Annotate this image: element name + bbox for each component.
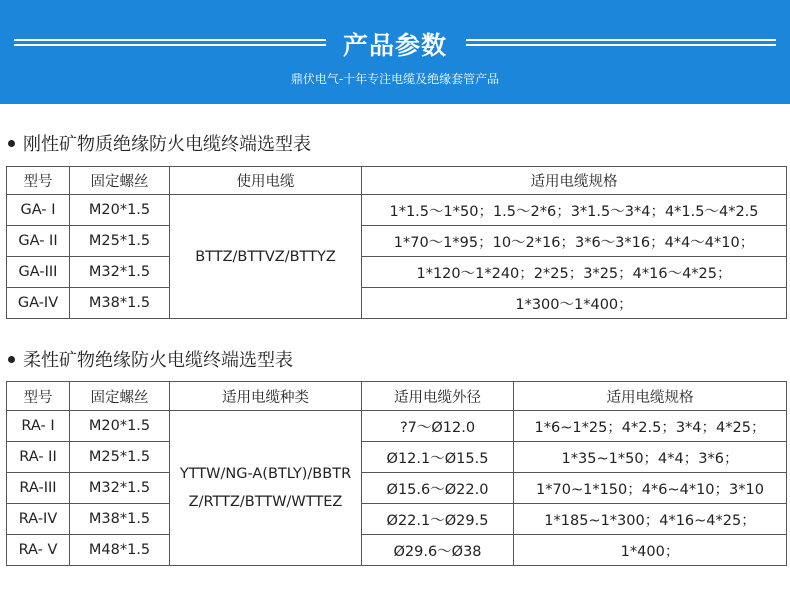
header-model: 型号 — [7, 167, 70, 195]
bullet-icon — [8, 140, 15, 147]
header-spec: 适用电缆规格 — [362, 167, 787, 195]
rigid-section-title — [8, 130, 311, 156]
rigid-title-text: 刚性矿物质绝缘防火电缆终端选型表 — [23, 134, 311, 155]
cell-model: RA- V — [7, 535, 70, 566]
header-model: 型号 — [7, 382, 70, 411]
cell-screw: M38*1.5 — [70, 288, 170, 319]
table-row — [7, 288, 787, 319]
cell-model: RA- I — [7, 411, 70, 442]
cell-spec: 1*1.5～1*50；1.5～2*6；3*1.5～3*4；4*1.5～4*2.5 — [362, 195, 787, 226]
table-row — [7, 411, 787, 442]
cell-model: RA- II — [7, 442, 70, 473]
cell-model: GA- II — [7, 226, 70, 257]
cell-diameter: Ø12.1～Ø15.5 — [362, 442, 514, 473]
cell-screw: M25*1.5 — [70, 442, 170, 473]
flexible-title-text: 柔性矿物绝缘防火电缆终端选型表 — [23, 350, 293, 371]
cell-spec: 1*120～1*240；2*25；3*25；4*16～4*25； — [362, 257, 787, 288]
cell-diameter: ?7～Ø12.0 — [362, 411, 514, 442]
header-screw: 固定螺丝 — [70, 167, 170, 195]
header-cable-type: 适用电缆种类 — [170, 382, 362, 411]
cell-screw: M38*1.5 — [70, 504, 170, 535]
cell-spec: 1*185~1*300；4*16~4*25； — [514, 504, 787, 535]
cell-cable: BTTZ/BTTVZ/BTTYZ — [170, 195, 362, 319]
table-row — [7, 195, 787, 226]
cell-screw: M20*1.5 — [70, 195, 170, 226]
cell-spec: 1*70～1*95；10～2*16；3*6～3*16；4*4～4*10； — [362, 226, 787, 257]
cell-model: GA-IV — [7, 288, 70, 319]
table-row — [7, 473, 787, 504]
cell-cable-type: YTTW/NG-A(BTLY)/BBTRZ/RTTZ/BTTW/WTTEZ — [170, 411, 362, 566]
cell-spec: 1*400； — [514, 535, 787, 566]
cell-diameter: Ø22.1～Ø29.5 — [362, 504, 514, 535]
table-header-row — [7, 382, 787, 411]
table-row — [7, 226, 787, 257]
bullet-icon — [8, 356, 15, 363]
cell-spec: 1*35~1*50；4*4；3*6； — [514, 442, 787, 473]
header-diameter: 适用电缆外径 — [362, 382, 514, 411]
cell-model: RA-IV — [7, 504, 70, 535]
cell-diameter: Ø15.6～Ø22.0 — [362, 473, 514, 504]
header-cable: 使用电缆 — [170, 167, 362, 195]
cell-screw: M25*1.5 — [70, 226, 170, 257]
cell-model: GA- I — [7, 195, 70, 226]
table-row — [7, 442, 787, 473]
cell-screw: M32*1.5 — [70, 473, 170, 504]
table-header-row — [7, 167, 787, 195]
cell-diameter: Ø29.6～Ø38 — [362, 535, 514, 566]
table-row — [7, 257, 787, 288]
header-banner — [0, 0, 790, 104]
cell-screw: M20*1.5 — [70, 411, 170, 442]
cell-spec: 1*300～1*400； — [362, 288, 787, 319]
cell-model: RA-III — [7, 473, 70, 504]
flexible-section-title — [8, 346, 293, 372]
header-screw: 固定螺丝 — [70, 382, 170, 411]
cell-screw: M48*1.5 — [70, 535, 170, 566]
table-row — [7, 504, 787, 535]
cell-screw: M32*1.5 — [70, 257, 170, 288]
header-spec: 适用电缆规格 — [514, 382, 787, 411]
banner-subtitle: 鼎伏电气-十年专注电缆及绝缘套管产品 — [290, 72, 500, 86]
banner-title: 产品参数 — [342, 31, 447, 60]
cell-spec: 1*70~1*150；4*6~4*10；3*10 — [514, 473, 787, 504]
flexible-table — [6, 381, 787, 566]
rigid-table — [6, 166, 787, 319]
cell-spec: 1*6~1*25；4*2.5；3*4；4*25； — [514, 411, 787, 442]
table-row — [7, 535, 787, 566]
cell-model: GA-III — [7, 257, 70, 288]
